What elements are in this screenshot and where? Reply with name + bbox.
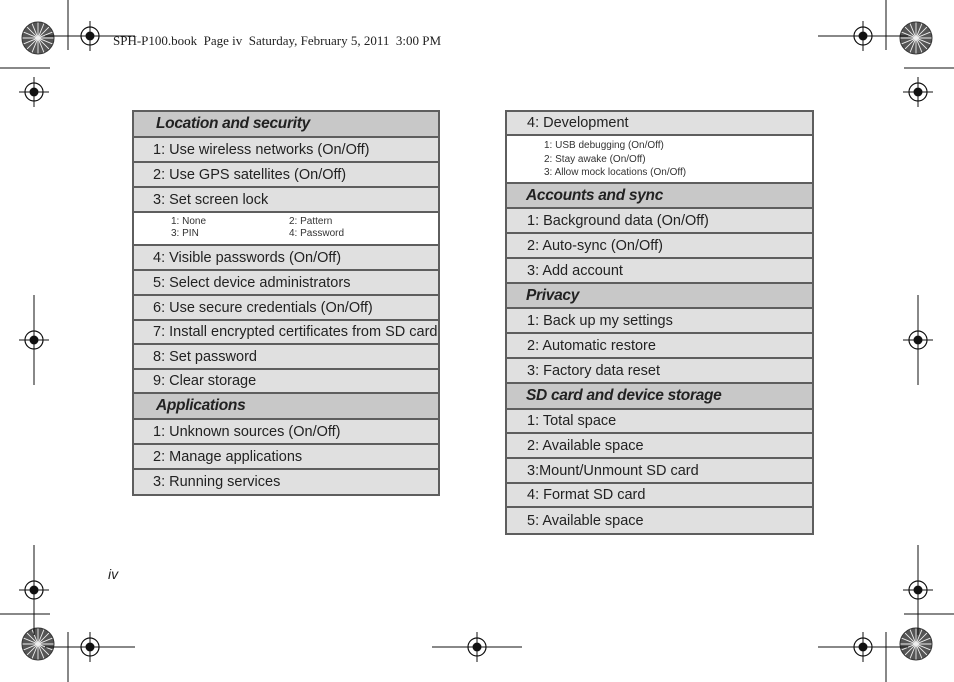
menu-item: 1: Background data (On/Off) xyxy=(507,209,812,234)
menu-item: 1: Back up my settings xyxy=(507,309,812,334)
section-heading-applications: Applications xyxy=(134,394,438,420)
print-header: SPH-P100.book Page iv Saturday, February 5, 2011 3:00 PM xyxy=(113,33,442,48)
settings-table-right xyxy=(505,110,814,535)
menu-item: 1: Unknown sources (On/Off) xyxy=(134,420,438,445)
starburst-mark xyxy=(22,22,54,54)
menu-item: 3: Add account xyxy=(507,259,812,284)
starburst-mark xyxy=(22,628,54,660)
menu-item: 5: Available space xyxy=(507,508,812,533)
section-heading-location-security: Location and security xyxy=(134,112,438,138)
option-pattern: 2: Pattern xyxy=(289,216,333,227)
menu-item: 2: Manage applications xyxy=(134,445,438,470)
menu-item: 4: Visible passwords (On/Off) xyxy=(134,246,438,271)
development-options xyxy=(507,136,812,184)
option-none: 1: None xyxy=(171,216,207,227)
screen-lock-options xyxy=(134,213,438,246)
menu-item: 1: Use wireless networks (On/Off) xyxy=(134,138,438,163)
settings-table-left xyxy=(132,110,440,496)
menu-item: 2: Automatic restore xyxy=(507,334,812,359)
menu-item: 9: Clear storage xyxy=(134,370,438,394)
option-pin: 3: PIN xyxy=(171,228,199,239)
menu-item: 2: Use GPS satellites (On/Off) xyxy=(134,163,438,188)
section-heading-privacy: Privacy xyxy=(507,284,812,309)
menu-item: 4: Format SD card xyxy=(507,484,812,508)
option-stay-awake: 2: Stay awake (On/Off) xyxy=(544,153,646,165)
menu-item: 3: Set screen lock xyxy=(134,188,438,213)
menu-item: 6: Use secure credentials (On/Off) xyxy=(134,296,438,321)
menu-item: 1: Total space xyxy=(507,410,812,434)
section-heading-accounts-sync: Accounts and sync xyxy=(507,184,812,209)
option-password: 4: Password xyxy=(289,228,345,239)
menu-item: 3:Mount/Unmount SD card xyxy=(507,459,812,484)
menu-item: 8: Set password xyxy=(134,345,438,370)
menu-item: 5: Select device administrators xyxy=(134,271,438,296)
menu-item: 4: Development xyxy=(507,112,812,136)
menu-item: 2: Available space xyxy=(507,434,812,459)
registration-mark xyxy=(903,77,933,107)
menu-item: 3: Factory data reset xyxy=(507,359,812,384)
option-usb-debugging: 1: USB debugging (On/Off) xyxy=(544,140,664,151)
menu-item: 2: Auto-sync (On/Off) xyxy=(507,234,812,259)
registration-mark xyxy=(19,77,49,107)
menu-item: 7: Install encrypted certificates from SD card xyxy=(134,321,438,345)
option-mock-locations: 3: Allow mock locations (On/Off) xyxy=(544,167,687,178)
menu-item: 3: Running services xyxy=(134,470,438,494)
page-number: iv xyxy=(108,566,119,582)
starburst-mark xyxy=(900,22,932,54)
section-heading-sd-card-storage: SD card and device storage xyxy=(507,384,812,410)
starburst-mark xyxy=(900,628,932,660)
